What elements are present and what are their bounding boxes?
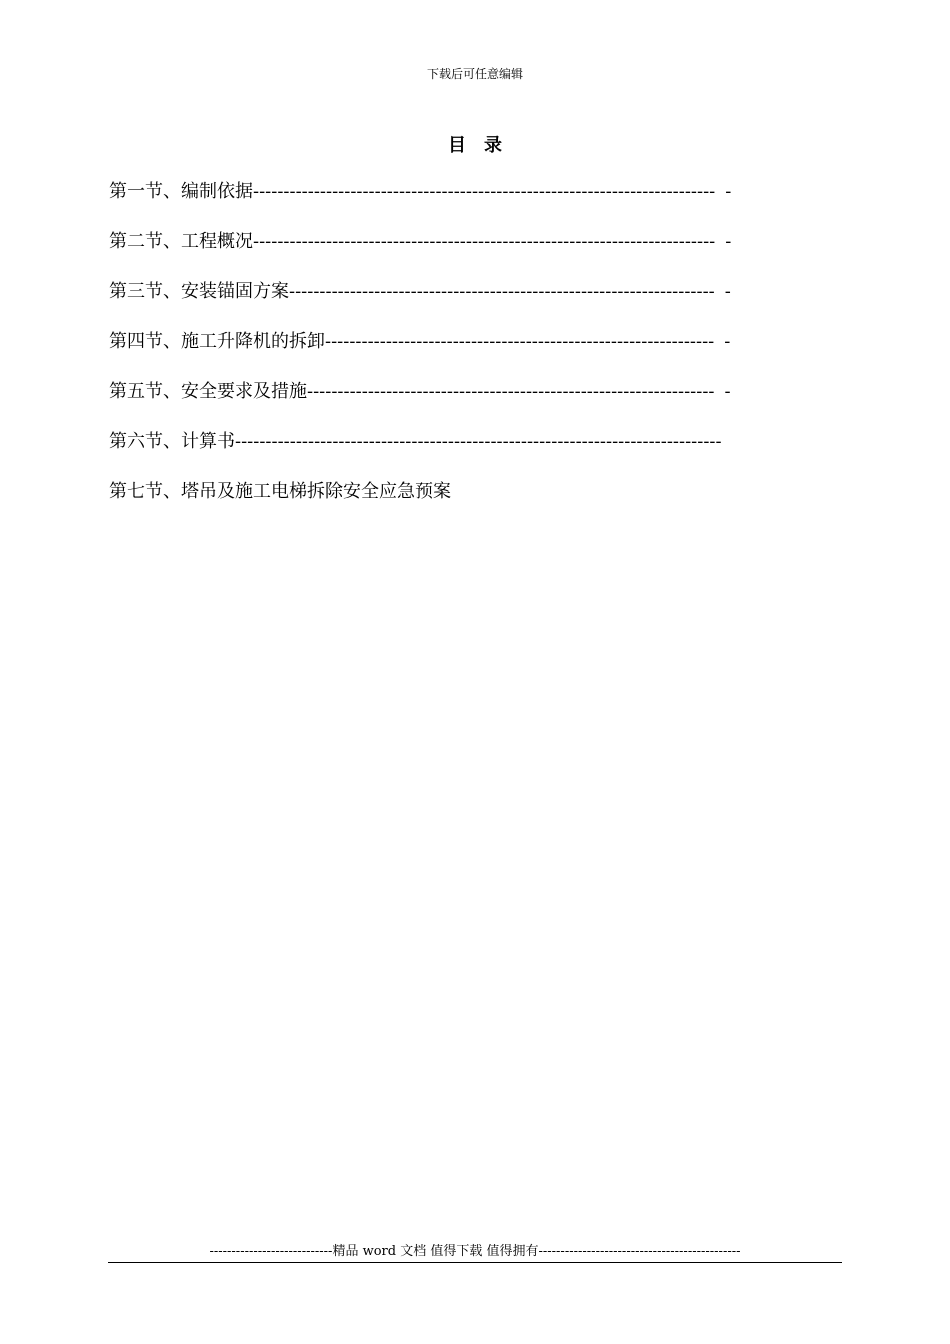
toc-entry-label: 第二节、工程概况 [109, 231, 253, 252]
toc-entry-label: 第一节、编制依据 [109, 181, 253, 202]
toc-entry[interactable] [109, 478, 799, 528]
table-of-contents [109, 178, 799, 528]
toc-entry-page: - [724, 331, 731, 352]
toc-entry[interactable] [109, 228, 799, 278]
toc-entry-leader: ---------------------------------------------------------------------- [289, 281, 715, 302]
toc-entry-leader: ------------------------------------------------------------------- [307, 381, 715, 402]
toc-entry[interactable] [109, 178, 799, 228]
toc-entry-page: - [724, 381, 731, 402]
toc-entry-label: 第五节、安全要求及措施 [109, 381, 307, 402]
toc-entry[interactable] [109, 278, 799, 328]
page-header: 下载后可任意编辑 [426, 67, 523, 81]
toc-entry-leader: -------------------------------------------------------------------------------- [235, 431, 722, 452]
toc-entry-leader: ---------------------------------------------------------------- [325, 331, 715, 352]
toc-entry-page: - [725, 231, 732, 252]
toc-entry-label: 第四节、施工升降机的拆卸 [109, 331, 325, 352]
toc-entry-leader: ---------------------------------------------------------------------------- [253, 181, 716, 202]
page-footer: ----------------------------精品 word 文档 值得下载 值得拥有---------------------------------------------- [209, 1244, 741, 1259]
toc-entry[interactable] [109, 378, 799, 428]
toc-entry-label: 第六节、计算书 [109, 431, 235, 452]
toc-entry-page: - [725, 181, 732, 202]
toc-entry-label: 第三节、安装锚固方案 [109, 281, 289, 302]
toc-entry-page: - [724, 281, 731, 302]
toc-entry[interactable] [109, 328, 799, 378]
toc-entry-leader: ---------------------------------------------------------------------------- [253, 231, 716, 252]
toc-entry[interactable] [109, 428, 799, 478]
toc-title: 目录 [448, 135, 520, 156]
footer-divider [108, 1262, 842, 1263]
toc-entry-label: 第七节、塔吊及施工电梯拆除安全应急预案 [109, 481, 451, 502]
